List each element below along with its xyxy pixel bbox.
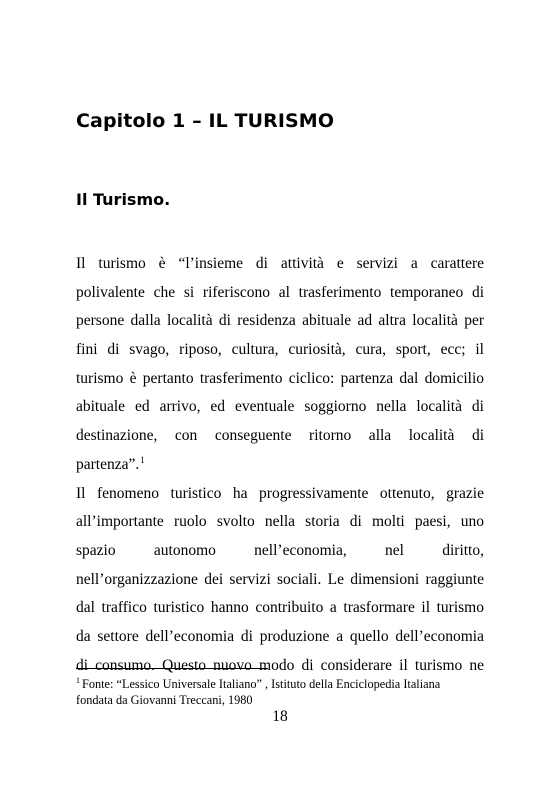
footnote (76, 676, 484, 708)
body-line: da settore dell’economia di produzione a quello dell’economia (76, 627, 484, 645)
section-title: Il Turismo. (76, 190, 171, 209)
body-line: di consumo. Questo nuovo modo di considerare il turismo ne (76, 656, 484, 674)
body-line: all’importante ruolo svolto nella storia di molti paesi, uno (76, 513, 484, 531)
footnote-line: fondata da Giovanni Treccani, 1980 (76, 693, 253, 707)
body-line: dal traffico turistico hanno contribuito a trasformare il turismo (76, 599, 484, 617)
body-line: destinazione, con conseguente ritorno alla località di (76, 427, 484, 445)
body-line-text: partenza”. (76, 455, 140, 473)
body-line-last-of-paragraph (76, 451, 484, 480)
footnote-line (76, 676, 484, 692)
footnote-reference[interactable]: 1 (140, 454, 145, 465)
page-number: 18 (272, 708, 288, 725)
body-line: fini di svago, riposo, cultura, curiosità, cura, sport, ecc; il (76, 341, 484, 359)
body-line: persone dalla località di residenza abituale ad altra località per (76, 312, 484, 330)
body-line: Il turismo è “l’insieme di attività e servizi a carattere (76, 255, 484, 272)
body-line: turismo è pertanto trasferimento ciclico: partenza dal domicilio (76, 369, 484, 387)
footnote-marker: 1 (76, 675, 80, 685)
chapter-title: Capitolo 1 – IL TURISMO (76, 110, 335, 132)
footnote-text: Fonte: “Lessico Universale Italiano” , Istituto della Enciclopedia Italiana (82, 677, 441, 691)
body-line: nell’organizzazione dei servizi sociali. Le dimensioni raggiunte (76, 570, 484, 588)
body-line: spazio autonomo nell’economia, nel diritto, (76, 541, 484, 559)
body-text (76, 250, 484, 680)
body-line: polivalente che si riferiscono al trasferimento temporaneo di (76, 283, 484, 301)
body-line: Il fenomeno turistico ha progressivamente ottenuto, grazie (76, 484, 484, 502)
footnote-divider (76, 668, 268, 669)
body-line: abituale ed arrivo, ed eventuale soggiorno nella località di (76, 398, 484, 416)
